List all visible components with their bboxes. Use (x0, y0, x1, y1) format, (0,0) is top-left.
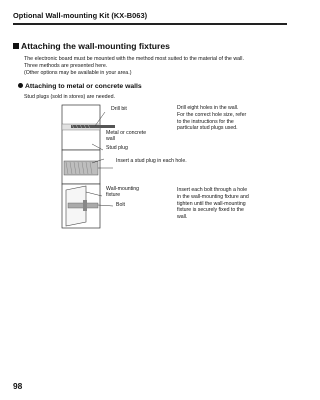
description-line: Drill eight holes in the wall. (177, 105, 239, 111)
stud-plug-shape (64, 161, 98, 175)
header-title: Optional Wall-mounting Kit (KX-B063) (13, 11, 148, 20)
intro-line: The electronic board must be mounted with the method most suited to the material of the wall. (24, 56, 244, 62)
description-line: particular stud plugs used. (177, 125, 238, 132)
label-wall-type (106, 130, 146, 143)
description-line: to the instructions for the (177, 118, 234, 125)
bolt-head (83, 200, 87, 211)
step-2-description: Insert a stud plug in each hole. (116, 158, 187, 164)
label-fixture-line: Wall-mounting (106, 186, 139, 192)
section-title: Attaching the wall-mounting fixtures (21, 41, 170, 51)
description-line: wall. (177, 214, 188, 221)
intro-line: (Other options may be available in your area.) (24, 70, 132, 77)
subsection-note: Stud plugs (sold in stores) are needed. (24, 94, 115, 100)
step-1-description (177, 105, 246, 132)
intro-line: Three methods are presented here. (24, 63, 108, 70)
label-wall-mounting-fixture (106, 186, 139, 199)
label-stud-plug: Stud plug (106, 145, 128, 151)
step-3-description (177, 187, 249, 221)
description-line: Insert each bolt through a hole (177, 187, 248, 193)
description-line: in the wall-mounting fixture and (177, 193, 249, 200)
figure-plug-step (62, 150, 113, 184)
label-fixture-line: fixture (106, 192, 121, 199)
subsection-title: Attaching to metal or concrete walls (25, 83, 142, 90)
description-line: For the correct hole size, refer (177, 111, 247, 118)
label-drill-bit: Drill bit (111, 106, 127, 112)
label-wall-line: Metal or concrete (106, 130, 147, 136)
page-number: 98 (13, 381, 23, 391)
description-line: tighten until the wall-mounting (177, 200, 246, 207)
figure-drill-step (62, 105, 115, 150)
label-wall-line: wall (106, 136, 115, 143)
description-line: fixture is securely fixed to the (177, 207, 244, 214)
label-bolt: Bolt (116, 202, 125, 208)
